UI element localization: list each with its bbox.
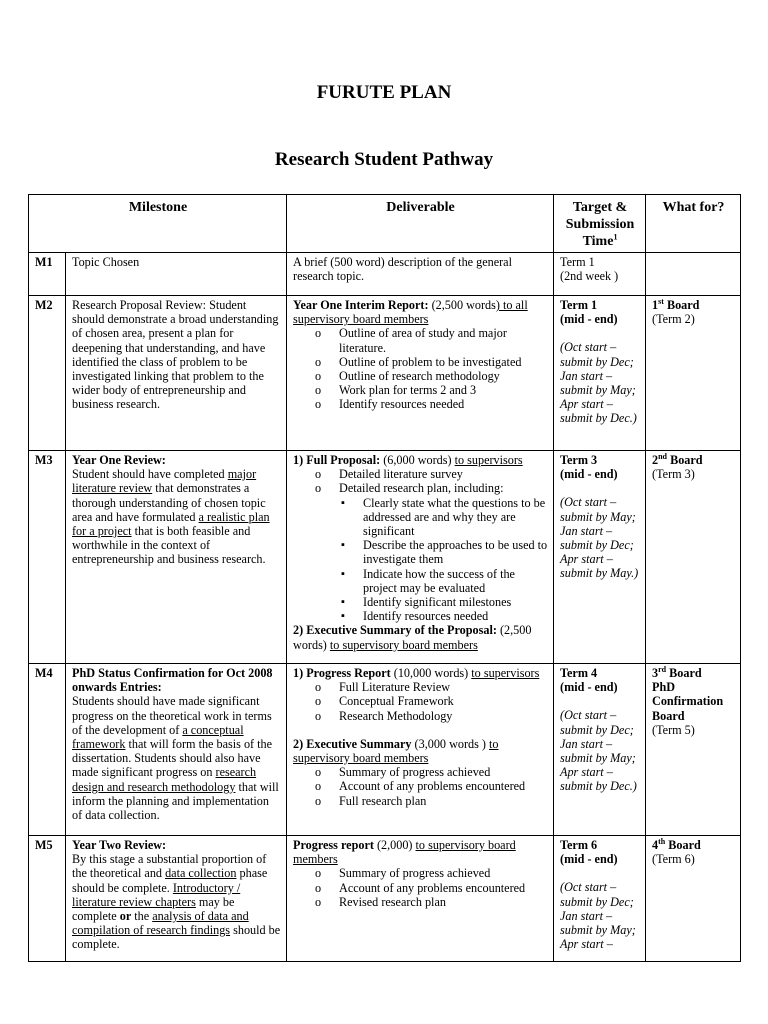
list-item: o Work plan for terms 2 and 3 [293, 383, 548, 397]
table-row-m1 [29, 253, 741, 296]
milestone-description: PhD Status Confirmation for Oct 2008 onwards Entries: Students should have made significant progress on the theoretical work in terms of the development of a conceptual framework that will form the basis of the dissertation. Students should also have made significant progress on research design and research methodology that will inform the planning and implementation of data collection. [66, 664, 287, 836]
list-item: o Conceptual Framework [293, 694, 548, 708]
target-cell: Term 1 (2nd week ) [554, 253, 646, 296]
sub-list-item: ▪ Identify significant milestones [293, 595, 548, 609]
target-cell: Term 3 (mid - end) (Oct start – submit by May; Jan start – submit by Dec; Apr start – submit by May.) [554, 451, 646, 664]
list-item: o Full Literature Review [293, 680, 548, 694]
sub-list-item: ▪ Identify resources needed [293, 609, 548, 623]
list-item: o Outline of area of study and major literature. [293, 326, 548, 354]
deliverable-list [293, 680, 548, 723]
list-item: o Outline of research methodology [293, 369, 548, 383]
document-title: FURUTE PLAN [316, 82, 452, 103]
whatfor-cell: 3rd Board PhD Confirmation Board (Term 5) [646, 664, 741, 836]
sub-list-item: ▪ Clearly state what the questions to be addressed are and why they are significant [293, 496, 548, 539]
milestone-description: Year Two Review: By this stage a substantial proportion of the theoretical and data collection phase should be complete. Introductory / literature review chapters may be complete or the analysis of data and compilation of research findings should be complete. [66, 836, 287, 962]
list-item: o Revised research plan [293, 895, 548, 909]
deliverable-list [293, 326, 548, 411]
list-item: o Identify resources needed [293, 397, 548, 411]
milestone-id: M5 [29, 836, 66, 962]
deliverable-cell: 1) Progress Report (10,000 words) to supervisors o Full Literature Review o Conceptual Framework o Research Methodology 2) Executive Summary (3,000 words ) to supervisory board members o Summary of progress achieved o Account of any problems encountered o Full research plan [287, 664, 554, 836]
list-item: o Full research plan [293, 794, 548, 808]
milestone-description: Year One Review: Student should have completed major literature review that demonstrates a thorough understanding of chosen topic area and have formulated a realistic plan for a project that is both feasible and worthwhile in the context of entrepreneurship and business research. [66, 451, 287, 664]
sub-list-item: ▪ Indicate how the success of the project may be evaluated [293, 567, 548, 595]
document-subtitle: Research Student Pathway [274, 149, 494, 170]
milestone-id: M1 [29, 253, 66, 296]
list-item: o Summary of progress achieved [293, 866, 548, 880]
table-row-m2 [29, 296, 741, 451]
deliverable-cell: 1) Full Proposal: (6,000 words) to supervisors o Detailed literature survey o Detailed research plan, including: ▪ Clearly state what the questions to be addressed are and why they are significant ▪ Describe the approaches to be used to investigate them ▪ Indicate how the success of the project may be evaluated ▪ Identify significant milestones ▪ Identify resources needed 2) Executive Summary of the Proposal: (2,500 words) to supervisory board members [287, 451, 554, 664]
milestone-description: Research Proposal Review: Student should demonstrate a broad understanding of chosen area, present a plan for deepening that understanding, and have identified the class of problem to be investigated linking that problem to the wider body of entrepreneurship and business research. [66, 296, 287, 451]
milestone-id: M3 [29, 451, 66, 664]
deliverable-cell: A brief (500 word) description of the general research topic. [287, 253, 554, 296]
whatfor-cell: 2nd Board (Term 3) [646, 451, 741, 664]
list-item: o Outline of problem to be investigated [293, 355, 548, 369]
deliverable-cell: Year One Interim Report: (2,500 words) to all supervisory board members o Outline of area of study and major literature. o Outline of problem to be investigated o Outline of research methodology o Work plan for terms 2 and 3 o Identify resources needed [287, 296, 554, 451]
whatfor-cell [646, 253, 741, 296]
list-item: o Account of any problems encountered [293, 779, 548, 793]
target-cell: Term 4 (mid - end) (Oct start – submit by Dec; Jan start – submit by May; Apr start – submit by Dec.) [554, 664, 646, 836]
milestone-id: M2 [29, 296, 66, 451]
target-cell: Term 1 (mid - end) (Oct start – submit by Dec; Jan start – submit by May; Apr start – submit by Dec.) [554, 296, 646, 451]
sub-list [293, 496, 548, 624]
target-cell: Term 6 (mid - end) (Oct start – submit by Dec; Jan start – submit by May; Apr start – [554, 836, 646, 962]
table-row-m4 [29, 664, 741, 836]
list-item: o Research Methodology [293, 709, 548, 723]
list-item: o Account of any problems encountered [293, 881, 548, 895]
header-whatfor: What for? [646, 195, 741, 253]
table-row-m3 [29, 451, 741, 664]
deliverable-cell: Progress report (2,000) to supervisory board members o Summary of progress achieved o Account of any problems encountered o Revised research plan [287, 836, 554, 962]
header-deliverable: Deliverable [287, 195, 554, 253]
header-milestone: Milestone [29, 195, 287, 253]
milestone-description: Topic Chosen [66, 253, 287, 296]
whatfor-cell: 4th Board (Term 6) [646, 836, 741, 962]
list-item: o Detailed literature survey [293, 467, 548, 481]
list-item: o Detailed research plan, including: ▪ Clearly state what the questions to be addressed are and why they are significant ▪ Describe the approaches to be used to investigate them ▪ Indicate how the success of the project may be evaluated ▪ Identify significant milestones ▪ Identify resources needed [293, 481, 548, 623]
whatfor-cell: 1st Board (Term 2) [646, 296, 741, 451]
table-row-m5 [29, 836, 741, 962]
list-item: o Summary of progress achieved [293, 765, 548, 779]
sub-list-item: ▪ Describe the approaches to be used to investigate them [293, 538, 548, 566]
deliverable-list [293, 467, 548, 623]
deliverable-list [293, 765, 548, 808]
header-target: Target & Submission Time$^1$ [554, 195, 646, 253]
header-row [29, 195, 741, 253]
deliverable-list [293, 866, 548, 909]
pathway-table [28, 194, 741, 962]
milestone-id: M4 [29, 664, 66, 836]
